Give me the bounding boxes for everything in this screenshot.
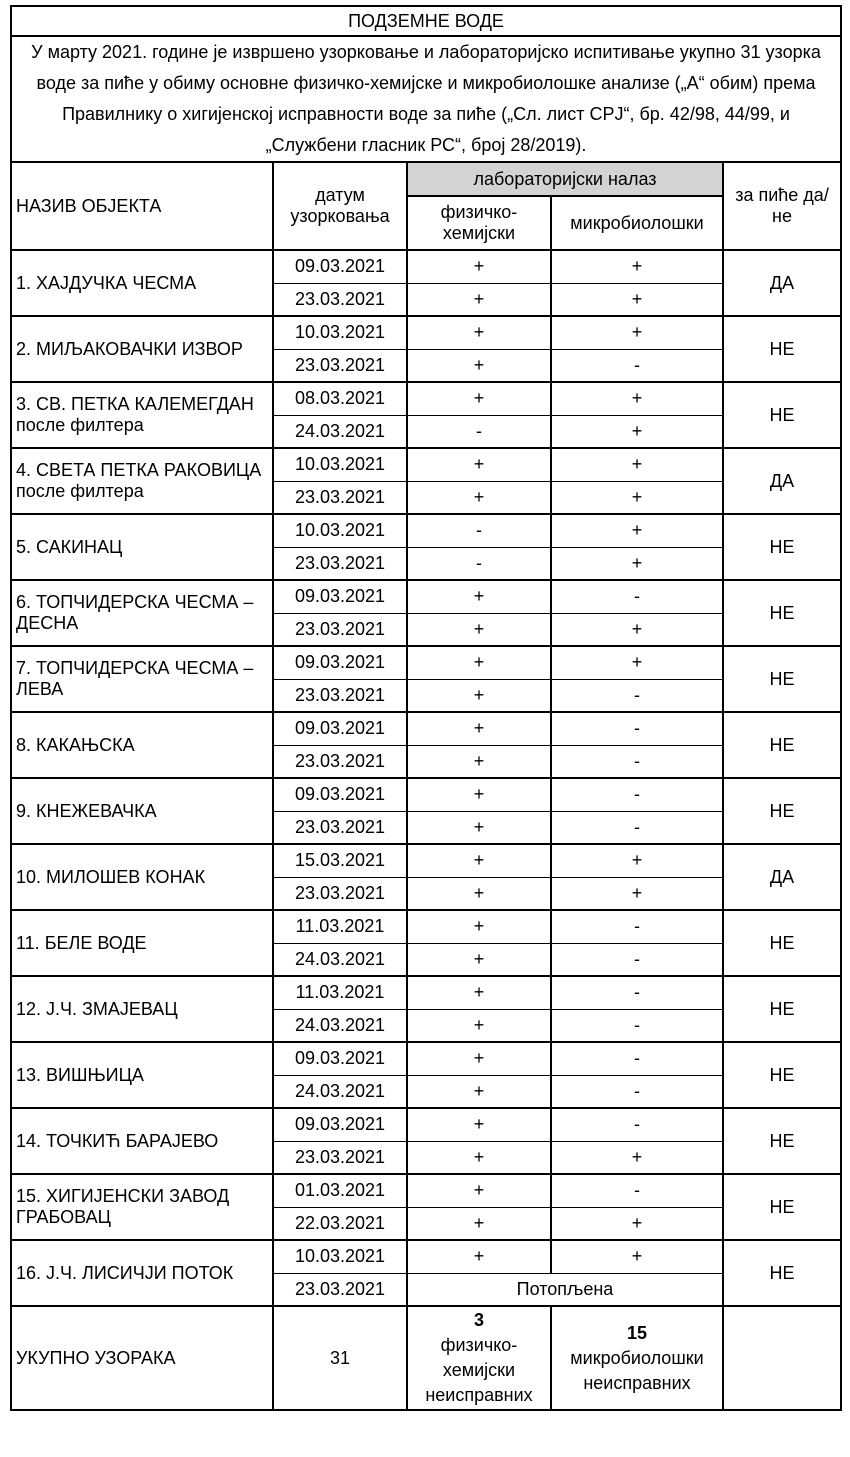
water-quality-table bbox=[10, 5, 842, 1411]
object-row bbox=[11, 976, 841, 1009]
physchem-result: + bbox=[407, 481, 551, 514]
sample-date: 23.03.2021 bbox=[273, 349, 407, 382]
object-row bbox=[11, 910, 841, 943]
sample-date: 23.03.2021 bbox=[273, 547, 407, 580]
physchem-result: + bbox=[407, 283, 551, 316]
physchem-result: + bbox=[407, 1240, 551, 1273]
sample-date: 22.03.2021 bbox=[273, 1207, 407, 1240]
micro-result: + bbox=[551, 646, 723, 679]
drinkable-verdict: НЕ bbox=[723, 976, 841, 1042]
sample-date: 08.03.2021 bbox=[273, 382, 407, 415]
drinkable-verdict: НЕ bbox=[723, 1174, 841, 1240]
totals-physchem-label: физичко-хемијски неисправних bbox=[425, 1335, 533, 1405]
micro-result: + bbox=[551, 547, 723, 580]
micro-result: - bbox=[551, 712, 723, 745]
sample-date: 23.03.2021 bbox=[273, 811, 407, 844]
physchem-result: - bbox=[407, 547, 551, 580]
micro-result: - bbox=[551, 1108, 723, 1141]
physchem-result: + bbox=[407, 943, 551, 976]
physchem-result: + bbox=[407, 580, 551, 613]
micro-result: + bbox=[551, 844, 723, 877]
object-row bbox=[11, 580, 841, 613]
micro-result: - bbox=[551, 778, 723, 811]
intro-paragraph: У марту 2021. године је извршено узорковање и лабораторијско испитивање укупно 31 узорка воде за пиће у обиму основне физичко-хемијске и микробиолошке анализе („А“ обим) према Правилнику о хигијенској исправности воде за пиће („Сл. лист СРЈ“, бр. 42/98, 44/99, и „Службени гласник РС“, број 28/2019). bbox=[11, 36, 841, 162]
sample-date: 15.03.2021 bbox=[273, 844, 407, 877]
physchem-result: + bbox=[407, 1108, 551, 1141]
sample-date: 10.03.2021 bbox=[273, 1240, 407, 1273]
totals-label: УКУПНО УЗОРАКА bbox=[11, 1306, 273, 1410]
micro-result: + bbox=[551, 382, 723, 415]
sample-date: 24.03.2021 bbox=[273, 943, 407, 976]
title-row bbox=[11, 6, 841, 36]
physchem-result: + bbox=[407, 811, 551, 844]
micro-result: - bbox=[551, 1009, 723, 1042]
physchem-result: + bbox=[407, 1009, 551, 1042]
micro-result: - bbox=[551, 910, 723, 943]
micro-result: - bbox=[551, 1075, 723, 1108]
micro-result: - bbox=[551, 976, 723, 1009]
object-row bbox=[11, 1042, 841, 1075]
totals-micro-cell bbox=[551, 1306, 723, 1410]
physchem-result: + bbox=[407, 646, 551, 679]
drinkable-verdict: НЕ bbox=[723, 1108, 841, 1174]
object-row bbox=[11, 1174, 841, 1207]
sample-date: 23.03.2021 bbox=[273, 481, 407, 514]
sample-date: 09.03.2021 bbox=[273, 646, 407, 679]
physchem-result: - bbox=[407, 514, 551, 547]
header-drinkable: за пиће да/не bbox=[723, 162, 841, 250]
physchem-result: + bbox=[407, 250, 551, 283]
totals-physchem-cell bbox=[407, 1306, 551, 1410]
micro-result: + bbox=[551, 448, 723, 481]
totals-drink-empty bbox=[723, 1306, 841, 1410]
physchem-result: + bbox=[407, 778, 551, 811]
sample-date: 23.03.2021 bbox=[273, 613, 407, 646]
micro-result: + bbox=[551, 1207, 723, 1240]
header-row-1 bbox=[11, 162, 841, 196]
micro-result: - bbox=[551, 745, 723, 778]
physchem-result: + bbox=[407, 1207, 551, 1240]
object-name: 3. СВ. ПЕТКА КАЛЕМЕГДАН после филтера bbox=[11, 382, 273, 448]
micro-result: - bbox=[551, 811, 723, 844]
drinkable-verdict: НЕ bbox=[723, 316, 841, 382]
totals-sample-count: 31 bbox=[273, 1306, 407, 1410]
object-name: 16. Ј.Ч. ЛИСИЧЈИ ПОТОК bbox=[11, 1240, 273, 1306]
micro-result: + bbox=[551, 877, 723, 910]
physchem-result: + bbox=[407, 877, 551, 910]
micro-result: + bbox=[551, 250, 723, 283]
micro-result: + bbox=[551, 283, 723, 316]
sample-date: 10.03.2021 bbox=[273, 316, 407, 349]
drinkable-verdict: НЕ bbox=[723, 646, 841, 712]
sample-date: 23.03.2021 bbox=[273, 679, 407, 712]
drinkable-verdict: ДА bbox=[723, 844, 841, 910]
object-name: 6. ТОПЧИДЕРСКА ЧЕСМА – ДЕСНА bbox=[11, 580, 273, 646]
sample-date: 09.03.2021 bbox=[273, 580, 407, 613]
sample-date: 09.03.2021 bbox=[273, 778, 407, 811]
physchem-result: + bbox=[407, 1075, 551, 1108]
object-name: 8. КАКАЊСКА bbox=[11, 712, 273, 778]
drinkable-verdict: НЕ bbox=[723, 382, 841, 448]
page-title: ПОДЗЕМНЕ ВОДЕ bbox=[11, 6, 841, 36]
physchem-result: + bbox=[407, 745, 551, 778]
object-name: 15. ХИГИЈЕНСКИ ЗАВОД ГРАБОВАЦ bbox=[11, 1174, 273, 1240]
object-name: 10. МИЛОШЕВ КОНАК bbox=[11, 844, 273, 910]
header-sampling-date: датум узорковања bbox=[273, 162, 407, 250]
sample-date: 23.03.2021 bbox=[273, 1273, 407, 1306]
sample-date: 23.03.2021 bbox=[273, 877, 407, 910]
object-row bbox=[11, 712, 841, 745]
drinkable-verdict: НЕ bbox=[723, 514, 841, 580]
sample-date: 23.03.2021 bbox=[273, 1141, 407, 1174]
totals-micro-label: микробиолошки неисправних bbox=[570, 1347, 704, 1393]
physchem-result: + bbox=[407, 448, 551, 481]
sample-date: 01.03.2021 bbox=[273, 1174, 407, 1207]
physchem-result: + bbox=[407, 910, 551, 943]
intro-row bbox=[11, 36, 841, 162]
micro-result: - bbox=[551, 1042, 723, 1075]
object-row bbox=[11, 778, 841, 811]
micro-result: + bbox=[551, 481, 723, 514]
physchem-result: + bbox=[407, 316, 551, 349]
micro-result: - bbox=[551, 943, 723, 976]
micro-result: + bbox=[551, 613, 723, 646]
object-row bbox=[11, 1240, 841, 1273]
object-name: 1. ХАЈДУЧКА ЧЕСМА bbox=[11, 250, 273, 316]
sample-date: 24.03.2021 bbox=[273, 1009, 407, 1042]
object-name: 4. СВЕТА ПЕТКА РАКОВИЦА после филтера bbox=[11, 448, 273, 514]
micro-result: + bbox=[551, 415, 723, 448]
object-row bbox=[11, 646, 841, 679]
object-name: 14. ТОЧКИЋ БАРАЈЕВО bbox=[11, 1108, 273, 1174]
physchem-result: + bbox=[407, 1174, 551, 1207]
object-row bbox=[11, 514, 841, 547]
physchem-result: - bbox=[407, 415, 551, 448]
drinkable-verdict: НЕ bbox=[723, 580, 841, 646]
object-name: 9. КНЕЖЕВАЧКА bbox=[11, 778, 273, 844]
sample-date: 09.03.2021 bbox=[273, 712, 407, 745]
object-row bbox=[11, 1108, 841, 1141]
sample-date: 23.03.2021 bbox=[273, 283, 407, 316]
micro-result: - bbox=[551, 679, 723, 712]
object-row bbox=[11, 316, 841, 349]
header-object-name: НАЗИВ ОБЈЕКТА bbox=[11, 162, 273, 250]
micro-result: + bbox=[551, 514, 723, 547]
physchem-result: + bbox=[407, 349, 551, 382]
physchem-result: + bbox=[407, 1042, 551, 1075]
physchem-result: + bbox=[407, 844, 551, 877]
drinkable-verdict: ДА bbox=[723, 448, 841, 514]
sample-date: 09.03.2021 bbox=[273, 1108, 407, 1141]
micro-result: - bbox=[551, 580, 723, 613]
sample-date: 23.03.2021 bbox=[273, 745, 407, 778]
physchem-result: + bbox=[407, 976, 551, 1009]
object-name: 13. ВИШЊИЦА bbox=[11, 1042, 273, 1108]
physchem-result: + bbox=[407, 712, 551, 745]
header-physchem: физичко-хемијски bbox=[407, 196, 551, 250]
sample-date: 10.03.2021 bbox=[273, 514, 407, 547]
header-micro: микробиолошки bbox=[551, 196, 723, 250]
physchem-result: + bbox=[407, 1141, 551, 1174]
totals-micro-count: 15 bbox=[626, 1322, 648, 1343]
object-name: 12. Ј.Ч. ЗМАЈЕВАЦ bbox=[11, 976, 273, 1042]
micro-result: + bbox=[551, 316, 723, 349]
physchem-result: + bbox=[407, 679, 551, 712]
drinkable-verdict: ДА bbox=[723, 250, 841, 316]
sample-date: 10.03.2021 bbox=[273, 448, 407, 481]
sample-date: 11.03.2021 bbox=[273, 976, 407, 1009]
drinkable-verdict: НЕ bbox=[723, 910, 841, 976]
drinkable-verdict: НЕ bbox=[723, 1042, 841, 1108]
object-name: 7. ТОПЧИДЕРСКА ЧЕСМА – ЛЕВА bbox=[11, 646, 273, 712]
object-row bbox=[11, 844, 841, 877]
object-row bbox=[11, 448, 841, 481]
sample-date: 11.03.2021 bbox=[273, 910, 407, 943]
totals-row bbox=[11, 1306, 841, 1410]
drinkable-verdict: НЕ bbox=[723, 1240, 841, 1306]
micro-result: - bbox=[551, 1174, 723, 1207]
object-row bbox=[11, 382, 841, 415]
sample-date: 24.03.2021 bbox=[273, 415, 407, 448]
object-row bbox=[11, 250, 841, 283]
header-lab: лабораторијски налаз bbox=[407, 162, 723, 196]
object-name: 11. БЕЛЕ ВОДЕ bbox=[11, 910, 273, 976]
micro-result: + bbox=[551, 1240, 723, 1273]
object-name: 5. САКИНАЦ bbox=[11, 514, 273, 580]
physchem-result: + bbox=[407, 382, 551, 415]
physchem-result: + bbox=[407, 613, 551, 646]
flooded-note: Потопљена bbox=[407, 1273, 723, 1306]
sample-date: 24.03.2021 bbox=[273, 1075, 407, 1108]
object-name: 2. МИЉАКОВАЧКИ ИЗВОР bbox=[11, 316, 273, 382]
sample-date: 09.03.2021 bbox=[273, 1042, 407, 1075]
table-body bbox=[11, 250, 841, 1306]
sample-date: 09.03.2021 bbox=[273, 250, 407, 283]
drinkable-verdict: НЕ bbox=[723, 712, 841, 778]
micro-result: + bbox=[551, 1141, 723, 1174]
micro-result: - bbox=[551, 349, 723, 382]
totals-physchem-count: 3 bbox=[473, 1310, 484, 1330]
drinkable-verdict: НЕ bbox=[723, 778, 841, 844]
